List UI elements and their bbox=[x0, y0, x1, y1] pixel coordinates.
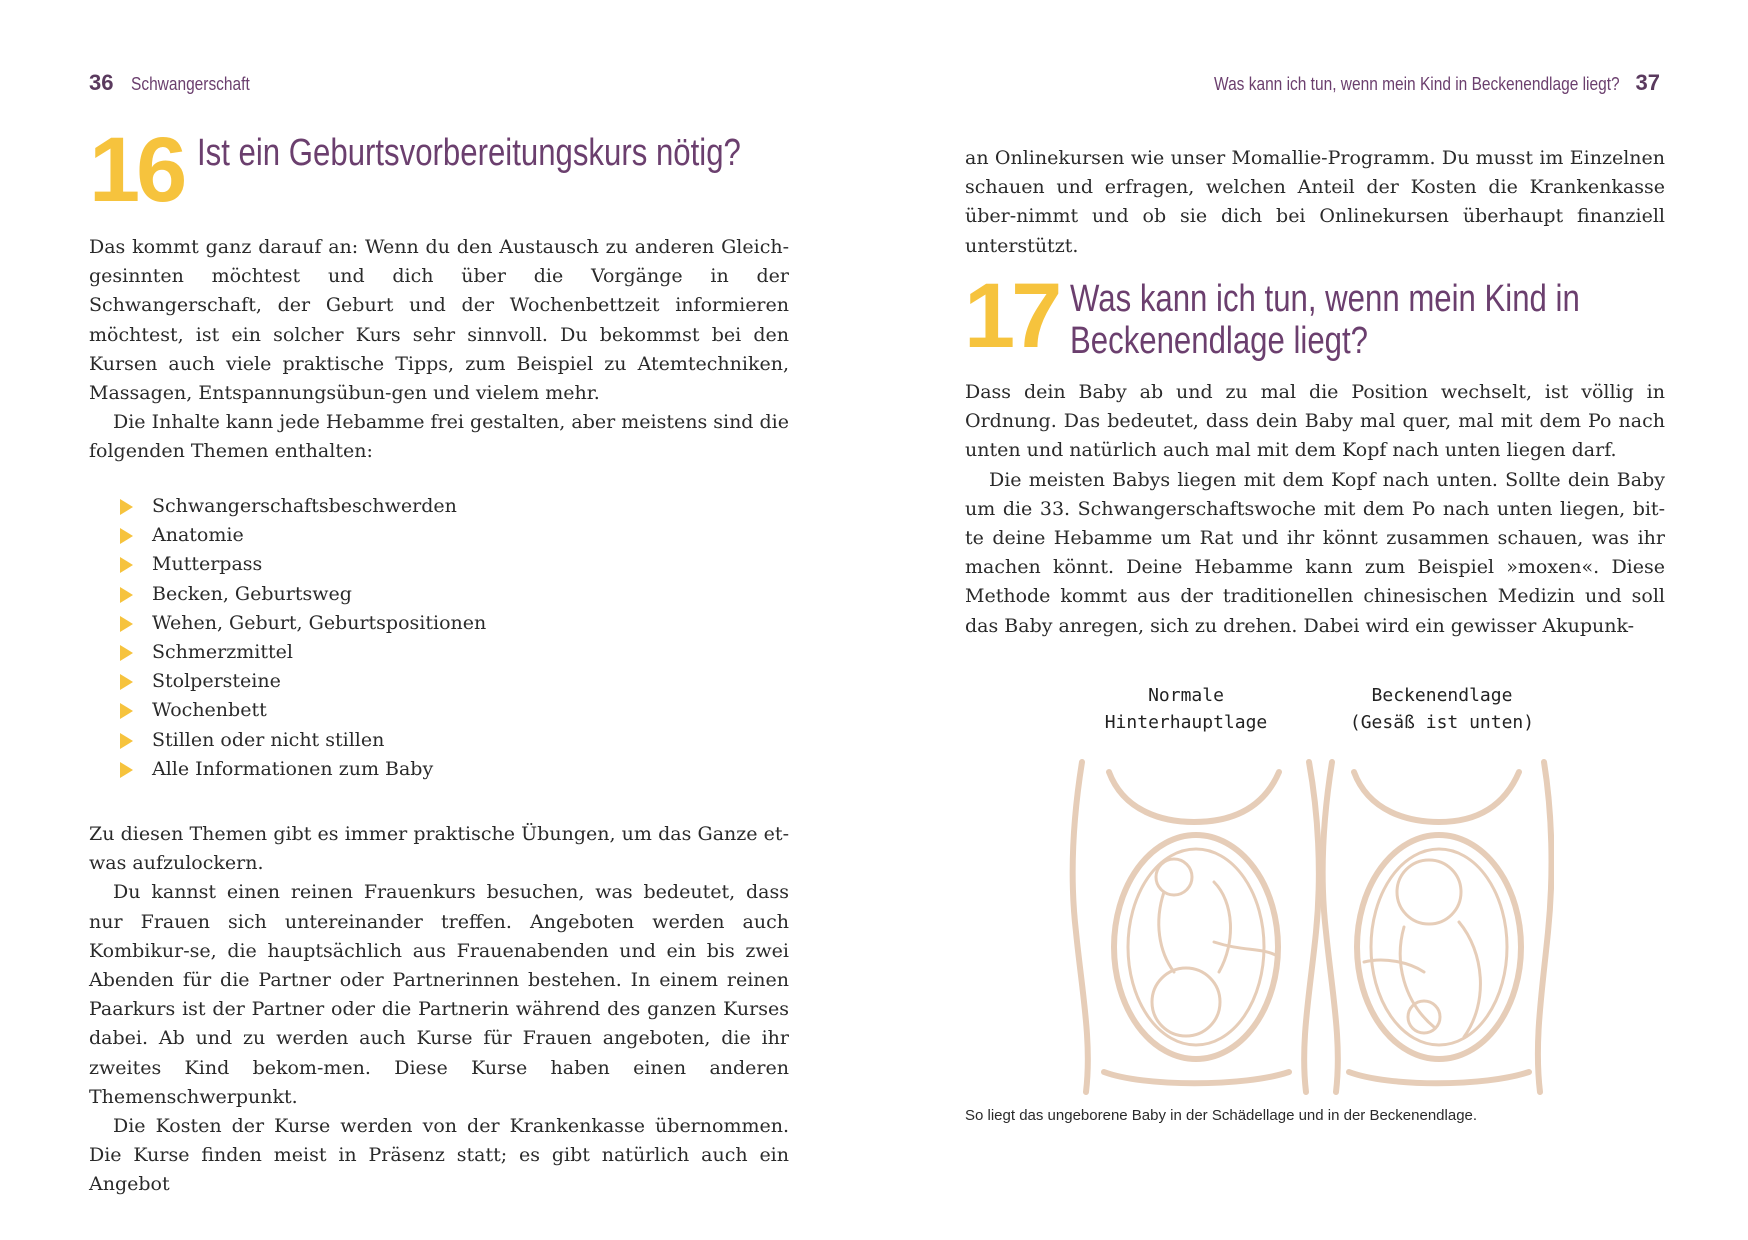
list-item: Anatomie bbox=[120, 521, 486, 550]
section-heading-17 bbox=[964, 265, 1692, 367]
section-number: 16 bbox=[89, 119, 184, 221]
running-header bbox=[89, 70, 270, 96]
continuation-text bbox=[965, 144, 1665, 261]
section-number: 17 bbox=[964, 265, 1059, 367]
paragraph: an Onlinekursen wie unser Momallie-Programm. Du musst im Einzelnen schauen und erfragen, welchen Anteil der Kosten die Krankenkasse über-nimmt und ob sie dich bei Onlinekursen überhaupt finanziell unterstützt. bbox=[965, 147, 1665, 257]
torso-cephalic bbox=[1073, 762, 1319, 1092]
section-17-text bbox=[965, 378, 1665, 641]
fetal-position-illustration bbox=[1064, 752, 1554, 1097]
paragraph: Die Kosten der Kurse werden von der Krankenkasse übernommen. Die Kurse finden meist in Präsenz statt; es gibt natürlich auch ein Angebot bbox=[89, 1115, 789, 1196]
section-title-line: Was kann ich tun, wenn mein Kind in bbox=[1070, 278, 1581, 320]
list-item: Wochenbett bbox=[120, 696, 486, 725]
paragraph: Die meisten Babys liegen mit dem Kopf nach unten. Sollte dein Baby um die 33. Schwangerschaftswoche mit dem Po nach unten liegen, bit-te deine Hebamme um Rat und ihr könnt zusammen schauen, was ihr machen könnt. Deine Hebamme kann zum Beispiel »moxen«. Diese Methode kommt aus der traditionellen chinesischen Medizin und soll das Baby anregen, sich zu drehen. Dabei wird ein gewisser Akupunk- bbox=[965, 468, 1665, 637]
triangle-bullet-icon bbox=[120, 762, 133, 778]
list-item: Mutterpass bbox=[120, 550, 486, 579]
body-text-lower bbox=[89, 820, 789, 1200]
triangle-bullet-icon bbox=[120, 557, 133, 573]
section-heading-16 bbox=[89, 119, 861, 221]
topics-list bbox=[120, 492, 486, 784]
list-item: Wehen, Geburt, Geburtspositionen bbox=[120, 609, 486, 638]
triangle-bullet-icon bbox=[120, 733, 133, 749]
triangle-bullet-icon bbox=[120, 587, 133, 603]
list-item: Schwangerschaftsbeschwerden bbox=[120, 492, 486, 521]
triangle-bullet-icon bbox=[120, 616, 133, 632]
figure-label-cephalic: Normale Hinterhauptlage bbox=[1104, 685, 1268, 733]
triangle-bullet-icon bbox=[120, 674, 133, 690]
torso-breech bbox=[1323, 762, 1552, 1092]
triangle-bullet-icon bbox=[120, 645, 133, 661]
intro-text bbox=[89, 233, 789, 467]
figure-caption: So liegt das ungeborene Baby in der Schädellage und in der Beckenendlage. bbox=[965, 1107, 1478, 1124]
list-item: Stolpersteine bbox=[120, 667, 486, 696]
right-page bbox=[874, 0, 1748, 1240]
section-title: Ist ein Geburtsvorbereitungskurs nötig? bbox=[197, 132, 742, 174]
list-item: Schmerzmittel bbox=[120, 638, 486, 667]
list-item: Stillen oder nicht stillen bbox=[120, 726, 486, 755]
figure-label-breech: Beckenendlage (Gesäß ist unten) bbox=[1349, 685, 1535, 733]
paragraph: Zu diesen Themen gibt es immer praktische Übungen, um das Ganze et-was aufzulockern. bbox=[89, 823, 789, 875]
running-title: Schwangerschaft bbox=[131, 74, 251, 94]
paragraph: Dass dein Baby ab und zu mal die Position wechselt, ist völlig in Ordnung. Das bedeutet, dass dein Baby mal quer, mal mit dem Po nach unten und natürlich auch mal mit dem Kopf nach unten liegen darf. bbox=[965, 381, 1665, 462]
paragraph: Du kannst einen reinen Frauenkurs besuchen, was bedeutet, dass nur Frauen sich untereinander treffen. Angeboten werden auch Kombikur-se, die hauptsächlich aus Frauenabenden und ein bis zwei Abenden für die Partner oder Partnerinnen bestehen. In einem reinen Paarkurs ist der Partner oder die Partnerin während des ganzen Kurses dabei. Ab und zu werden auch Kurse für Frauen angeboten, die ihr zweites Kind bekom-men. Diese Kurse haben einen anderen Themenschwerpunkt. bbox=[89, 881, 789, 1108]
triangle-bullet-icon bbox=[120, 528, 133, 544]
paragraph: Das kommt ganz darauf an: Wenn du den Austausch zu anderen Gleich-gesinnten möchtest und dich über die Vorgänge in der Schwangerschaft, der Geburt und der Wochenbettzeit informieren möchtest, ist ein solcher Kurs sehr sinnvoll. Du bekommst bei den Kursen auch viele praktische Tipps, zum Beispiel zu Atemtechniken, Massagen, Entspannungsübun-gen und vielem mehr. bbox=[89, 236, 789, 405]
running-header bbox=[1148, 70, 1660, 96]
triangle-bullet-icon bbox=[120, 499, 133, 515]
list-item: Becken, Geburtsweg bbox=[120, 580, 486, 609]
page-number: 36 bbox=[89, 70, 114, 95]
paragraph: Die Inhalte kann jede Hebamme frei gestalten, aber meistens sind die folgenden Themen enthalten: bbox=[89, 411, 789, 463]
list-item: Alle Informationen zum Baby bbox=[120, 755, 486, 784]
running-title: Was kann ich tun, wenn mein Kind in Beckenendlage liegt? bbox=[1213, 74, 1620, 94]
section-title bbox=[1070, 278, 1580, 362]
page-number: 37 bbox=[1635, 70, 1660, 95]
triangle-bullet-icon bbox=[120, 703, 133, 719]
section-title-line: Beckenendlage liegt? bbox=[1070, 320, 1369, 362]
